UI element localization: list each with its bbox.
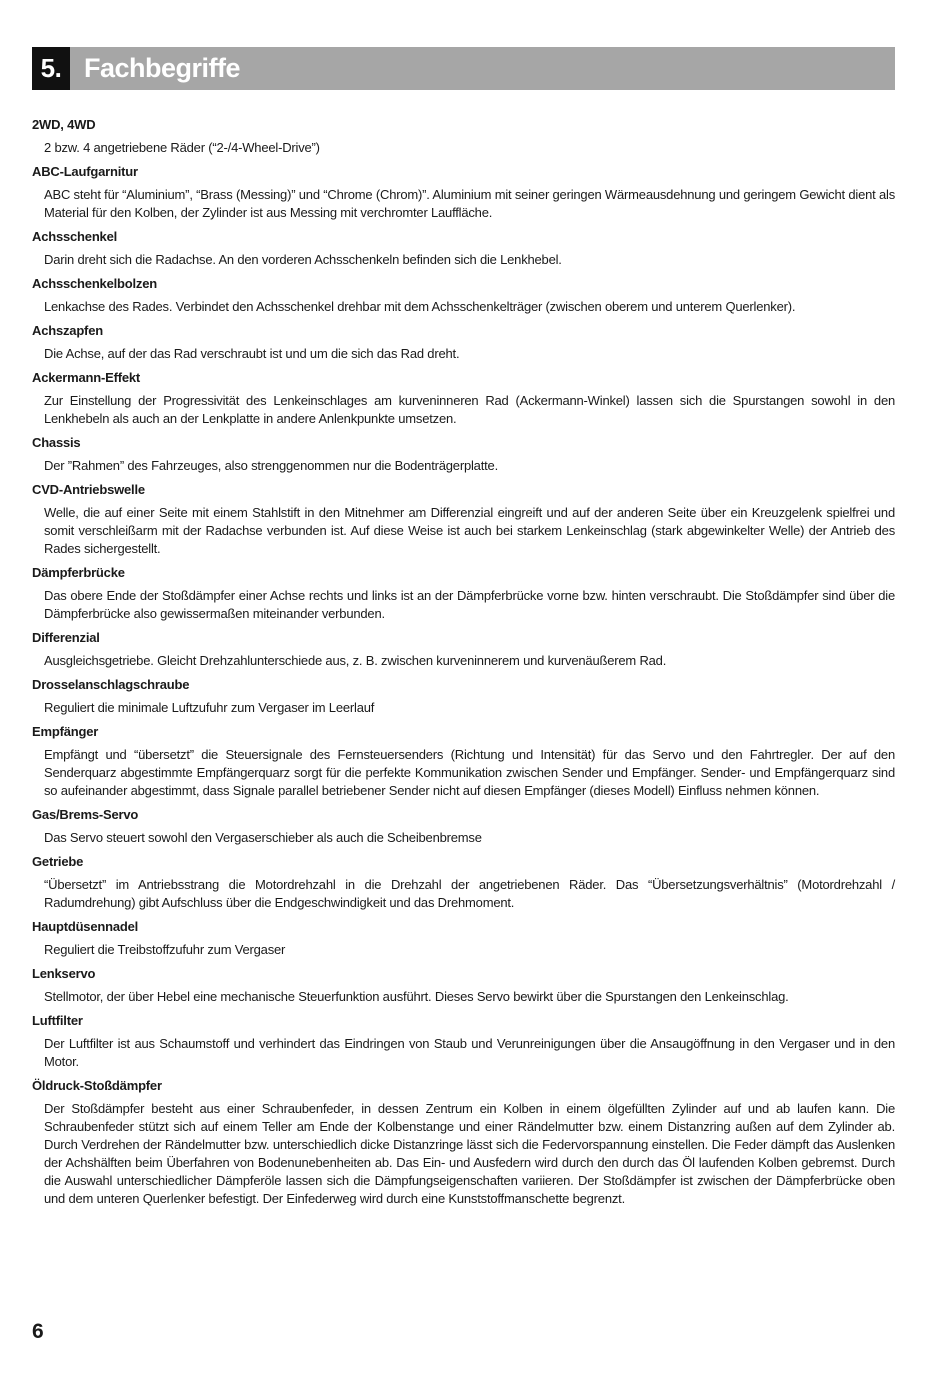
glossary-definition: Der Luftfilter ist aus Schaumstoff und verhindert das Eindringen von Staub und Verunreinigungen über die Ansaugöffnung in den Vergaser und in den Motor. bbox=[44, 1036, 895, 1069]
glossary-entry bbox=[32, 1009, 895, 1074]
glossary-term: Luftfilter bbox=[32, 1013, 83, 1028]
glossary-definition: Das Servo steuert sowohl den Vergaserschieber als auch die Scheibenbremse bbox=[44, 830, 482, 845]
glossary-definition: Welle, die auf einer Seite mit einem Stahlstift in den Mitnehmer am Differenzial eingreift und auf der anderen Seite über ein Kreuzgelenk spielfrei und somit verschleißarm mit der Radachse verbunden ist. Auf diese Weise ist auch bei starkem Lenkeinschlag (stark abgewinkelter Welle) der Antrieb des Rades sichergestellt. bbox=[44, 505, 895, 556]
glossary-definition: Reguliert die minimale Luftzufuhr zum Vergaser im Leerlauf bbox=[44, 700, 375, 715]
page-number: 6 bbox=[32, 1320, 44, 1343]
glossary-entry bbox=[32, 478, 895, 561]
glossary-term: Achszapfen bbox=[32, 323, 103, 338]
glossary-entry bbox=[32, 319, 895, 366]
glossary-definition: 2 bzw. 4 angetriebene Räder (“2-/4-Wheel-Drive”) bbox=[44, 140, 320, 155]
glossary-term: Hauptdüsennadel bbox=[32, 919, 139, 934]
glossary-term: ABC-Laufgarnitur bbox=[32, 164, 138, 179]
glossary-term: 2WD, 4WD bbox=[32, 117, 96, 132]
glossary-term: Achsschenkel bbox=[32, 229, 118, 244]
glossary-term: Getriebe bbox=[32, 854, 84, 869]
glossary-term: Ackermann-Effekt bbox=[32, 370, 141, 385]
glossary-entry bbox=[32, 850, 895, 915]
glossary-definition: Darin dreht sich die Radachse. An den vorderen Achsschenkeln befinden sich die Lenkhebel. bbox=[44, 252, 562, 267]
glossary-entry bbox=[32, 272, 895, 319]
glossary-term: Öldruck-Stoßdämpfer bbox=[32, 1078, 162, 1093]
section-number: 5. bbox=[32, 47, 70, 90]
glossary-term: Drosselanschlagschraube bbox=[32, 677, 190, 692]
glossary-list bbox=[32, 113, 895, 1211]
glossary-entry bbox=[32, 720, 895, 803]
glossary-definition: Stellmotor, der über Hebel eine mechanische Steuerfunktion ausführt. Dieses Servo bewirkt über die Spurstangen den Lenkeinschlag. bbox=[44, 989, 789, 1004]
glossary-definition: Ausgleichsgetriebe. Gleicht Drehzahlunterschiede aus, z. B. zwischen kurveninnerem und kurvenäußerem Rad. bbox=[44, 653, 667, 668]
glossary-definition: Lenkachse des Rades. Verbindet den Achsschenkel drehbar mit dem Achsschenkelträger (zwischen oberem und unterem Querlenker). bbox=[44, 299, 796, 314]
glossary-entry bbox=[32, 673, 895, 720]
glossary-term: Dämpferbrücke bbox=[32, 565, 125, 580]
glossary-entry bbox=[32, 1074, 895, 1211]
glossary-entry bbox=[32, 431, 895, 478]
glossary-entry bbox=[32, 561, 895, 626]
section-title: Fachbegriffe bbox=[84, 53, 241, 83]
glossary-term: Differenzial bbox=[32, 630, 100, 645]
glossary-definition: Das obere Ende der Stoßdämpfer einer Achse rechts und links ist an der Dämpferbrücke vorne bzw. hinten verschraubt. Die Stoßdämpfer sind über die Dämpferbrücke also gewissermaßen miteinander verbunden. bbox=[44, 588, 895, 621]
glossary-definition: Zur Einstellung der Progressivität des Lenkeinschlages am kurveninneren Rad (Ackermann-Winkel) lassen sich die Spurstangen sowohl in den Lenkhebeln als auch an der Lenkplatte in andere Anlenkpunkte umsetzen. bbox=[44, 393, 895, 426]
glossary-definition: Empfängt und “übersetzt” die Steuersignale des Fernsteuersenders (Richtung und Intensität) für das Servo und den Fahrtregler. Der auf den Senderquarz abgestimmte Empfängerquarz sorgt für die perfekte Kommunikation zwischen Sender und Empfänger. Sender- und Empfängerquarz sind so aufeinander abgestimmt, dass Signale parallel betriebener Sender nicht auf diesen Empfänger (dieses Modell) Einfluss nehmen können. bbox=[44, 747, 895, 798]
glossary-term: CVD-Antriebswelle bbox=[32, 482, 145, 497]
glossary-term: Gas/Brems-Servo bbox=[32, 807, 139, 822]
glossary-entry bbox=[32, 803, 895, 850]
glossary-entry bbox=[32, 626, 895, 673]
glossary-definition: Reguliert die Treibstoffzufuhr zum Vergaser bbox=[44, 942, 286, 957]
glossary-entry bbox=[32, 113, 895, 160]
glossary-term: Achsschenkelbolzen bbox=[32, 276, 157, 291]
glossary-term: Chassis bbox=[32, 435, 81, 450]
glossary-definition: Die Achse, auf der das Rad verschraubt ist und um die sich das Rad dreht. bbox=[44, 346, 460, 361]
glossary-definition: Der ”Rahmen” des Fahrzeuges, also strenggenommen nur die Bodenträgerplatte. bbox=[44, 458, 498, 473]
glossary-entry bbox=[32, 366, 895, 431]
glossary-definition: “Übersetzt” im Antriebsstrang die Motordrehzahl in die Drehzahl der angetriebenen Räder. Das “Übersetzungsverhältnis” (Motordrehzahl / Radumdrehung) gibt Aufschluss über die Endgeschwindigkeit und das Drehmoment. bbox=[44, 877, 895, 910]
glossary-term: Lenkservo bbox=[32, 966, 96, 981]
glossary-term: Empfänger bbox=[32, 724, 99, 739]
glossary-definition: Der Stoßdämpfer besteht aus einer Schraubenfeder, in dessen Zentrum ein Kolben in einem ölgefüllten Zylinder auf und ab laufen kann. Die Schraubenfeder stützt sich auf einem Teller am Ende der Kolbenstange und einer Rändelmutter bzw. einem Distanzring außen auf dem Zylinder ab. Durch Verdrehen der Rändelmutter bzw. unterschiedlich dicke Distanzringe lässt sich die Federvorspannung einstellen. Die Feder dämpft das Auslenken der Achshälften beim Überfahren von Bodenunebenheiten ab. Das Ein- und Ausfedern wird durch den durch das Öl laufenden Kolben gebremst. Durch die Auswahl unterschiedlicher Dämpferöle lassen sich die Dämpfungseigenschaften variieren. Der Stoßdämpfer ist zwischen der Dämpferbrücke oben und dem unteren Querlenker befestigt. Der Einfederweg wird durch eine Kunststoffmanschette begrenzt. bbox=[44, 1101, 895, 1206]
section-header bbox=[32, 47, 895, 90]
glossary-entry bbox=[32, 962, 895, 1009]
glossary-definition: ABC steht für “Aluminium”, “Brass (Messing)” und “Chrome (Chrom)”. Aluminium mit seiner geringen Wärmeausdehnung und geringem Gewicht dient als Material für den Kolben, der Zylinder ist aus Messing mit verchromter Lauffläche. bbox=[44, 187, 895, 220]
glossary-entry bbox=[32, 225, 895, 272]
glossary-entry bbox=[32, 915, 895, 962]
glossary-entry bbox=[32, 160, 895, 225]
